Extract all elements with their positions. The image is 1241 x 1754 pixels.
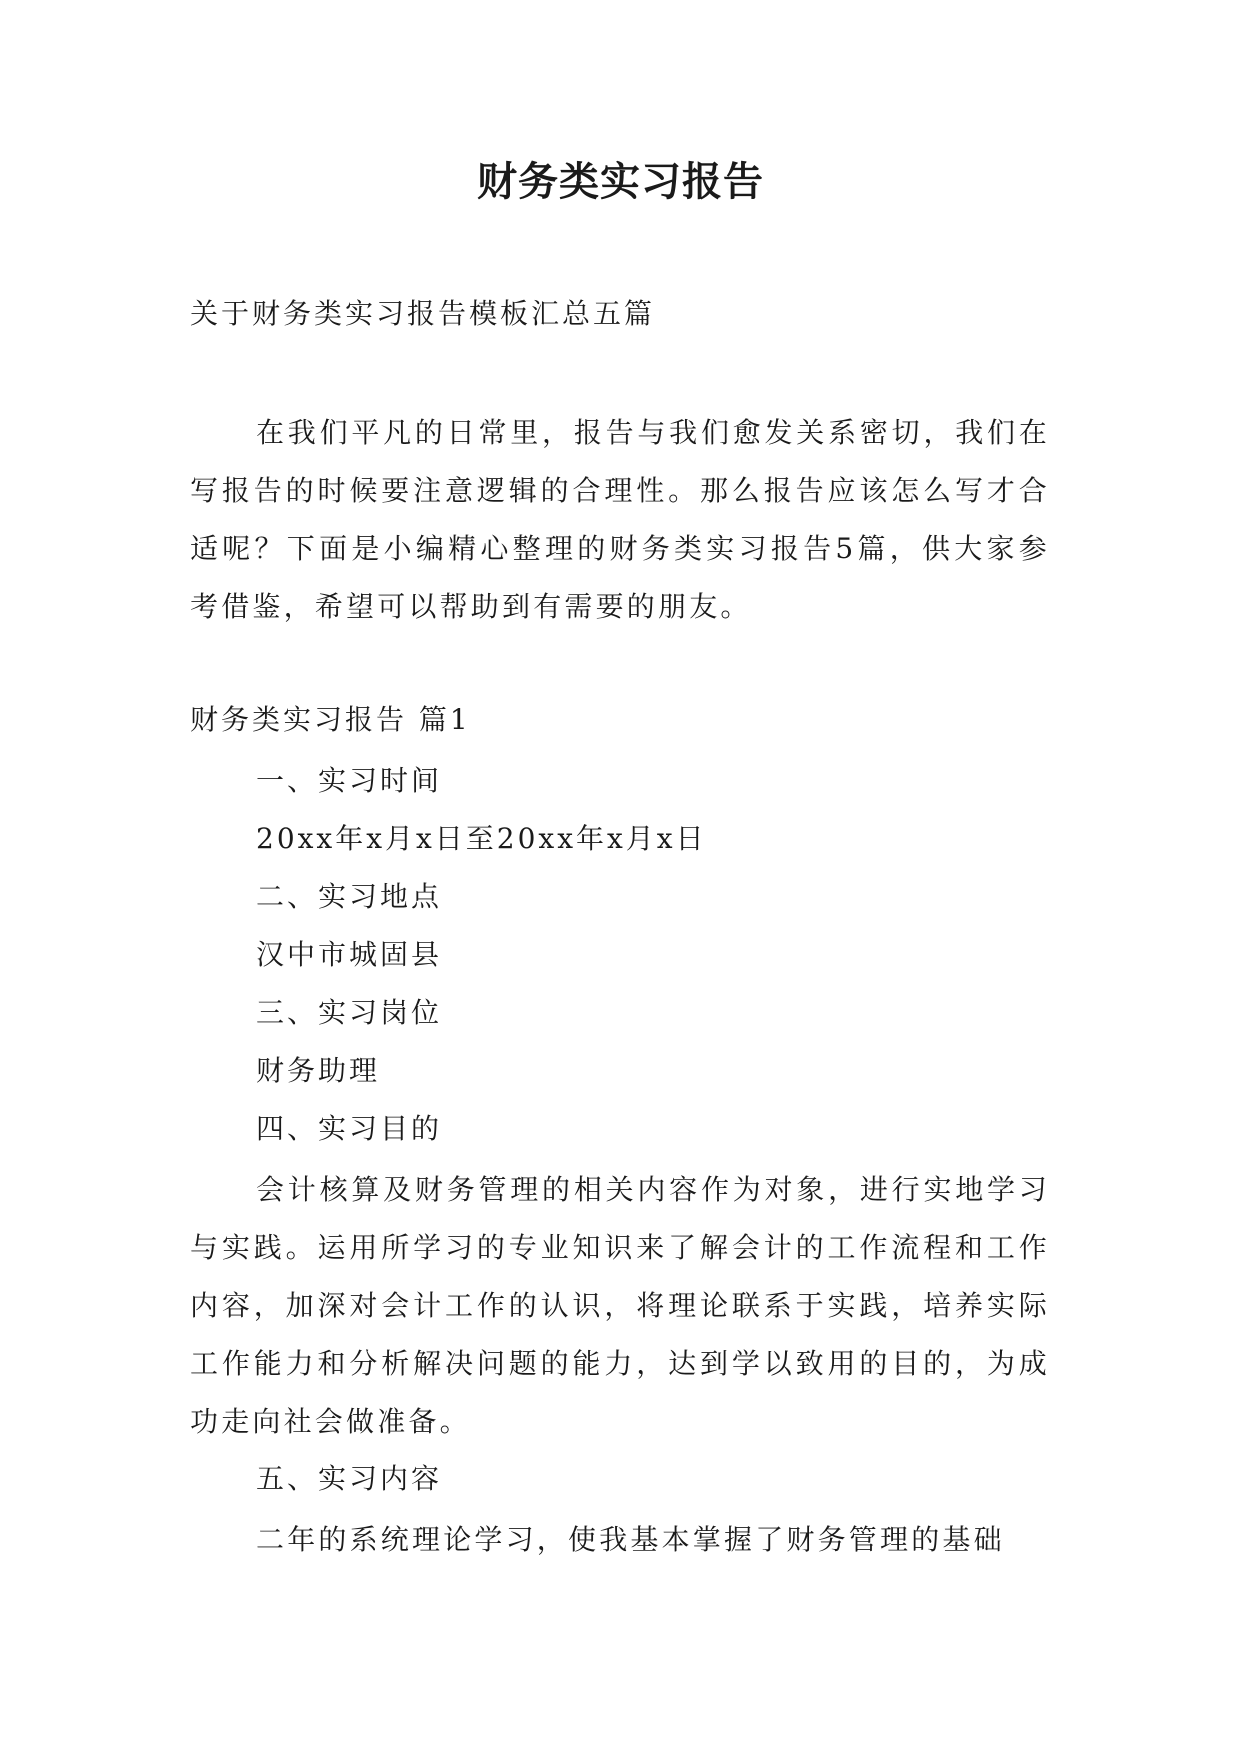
- section-heading: 财务类实习报告 篇1: [190, 703, 471, 736]
- internship-place-heading: 二、实习地点: [256, 880, 443, 913]
- internship-time-heading: 一、实习时间: [256, 764, 443, 797]
- internship-post-value: 财务助理: [256, 1054, 381, 1087]
- internship-content-heading: 五、实习内容: [256, 1462, 443, 1495]
- document-subtitle: 关于财务类实习报告模板汇总五篇: [190, 297, 656, 330]
- document-title: 财务类实习报告: [477, 159, 764, 205]
- internship-goal-heading: 四、实习目的: [256, 1112, 443, 1145]
- internship-content-paragraph: 二年的系统理论学习，使我基本掌握了财务管理的基础: [256, 1523, 1005, 1556]
- internship-place-value: 汉中市城固县: [256, 938, 443, 971]
- internship-time-value: 20xx年x月x日至20xx年x月x日: [256, 822, 707, 855]
- internship-goal-paragraph: 会计核算及财务管理的相关内容作为对象，进行实地学习与实践。运用所学习的专业知识来了解会计的工作流程和工作内容，加深对会计工作的认识，将理论联系于实践，培养实际工作能力和分析解决问题的能力，达到学以致用的目的，为成功走向社会做准备。: [190, 1173, 1050, 1438]
- intro-paragraph: 在我们平凡的日常里，报告与我们愈发关系密切，我们在写报告的时候要注意逻辑的合理性。那么报告应该怎么写才合适呢？下面是小编精心整理的财务类实习报告5篇，供大家参考借鉴，希望可以帮助到有需要的朋友。: [190, 416, 1050, 623]
- internship-post-heading: 三、实习岗位: [256, 996, 443, 1029]
